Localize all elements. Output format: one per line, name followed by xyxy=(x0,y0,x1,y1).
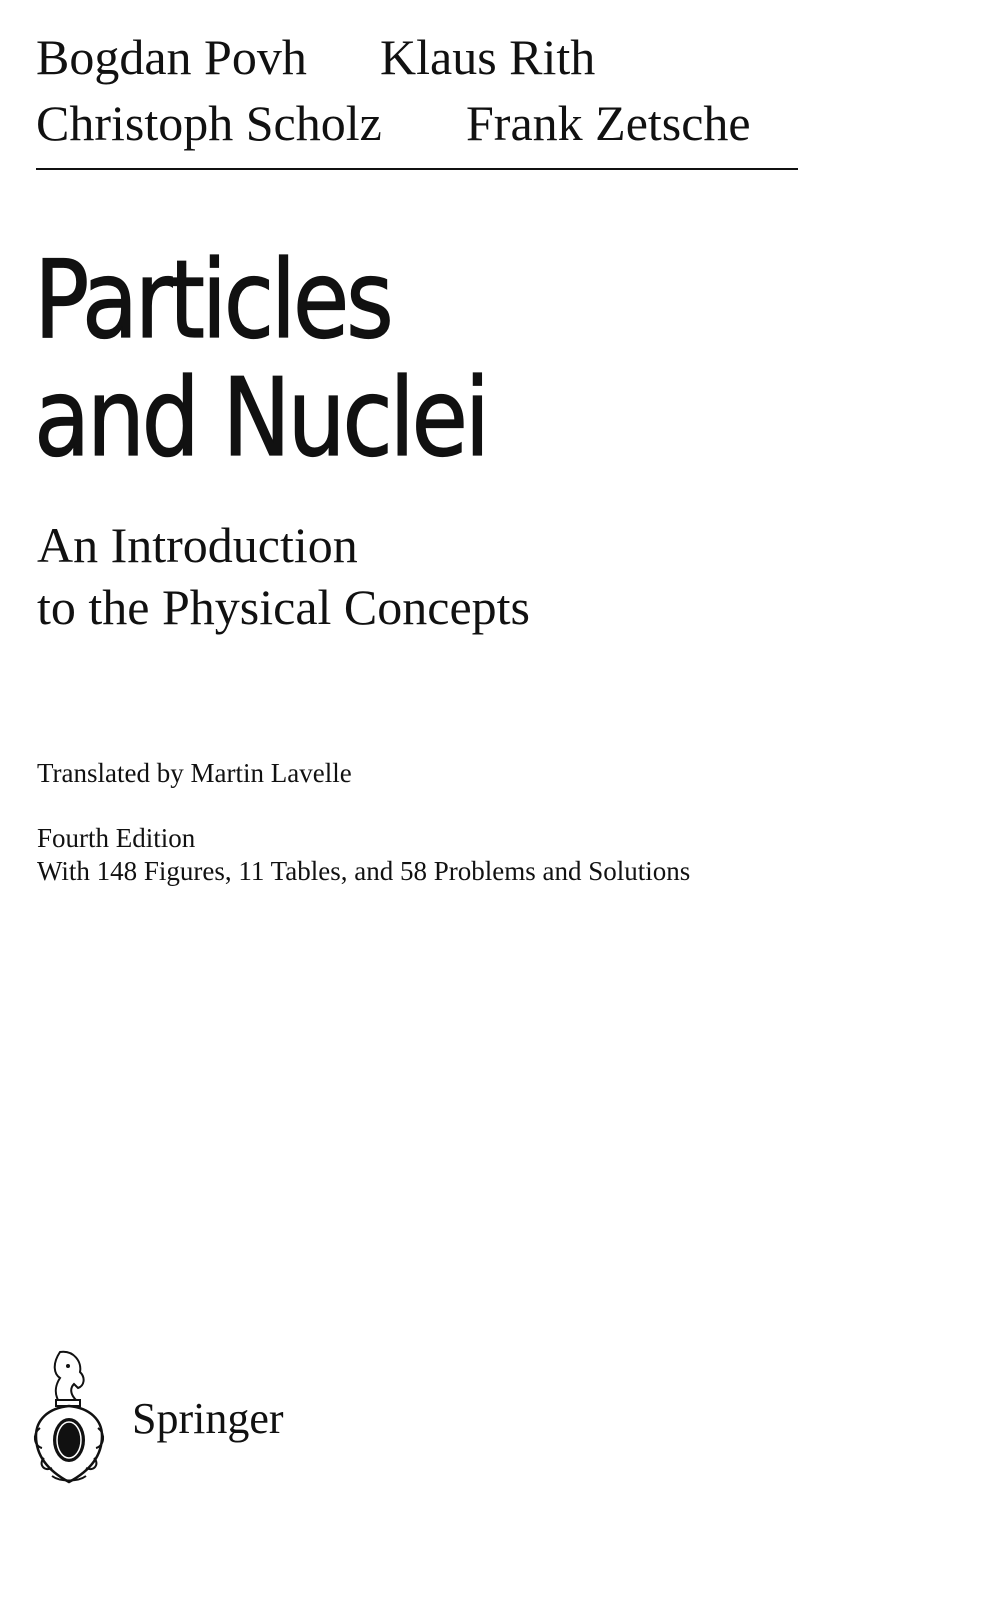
contents-note: With 148 Figures, 11 Tables, and 58 Problems and Solutions xyxy=(37,856,691,886)
title-line-1: Particles xyxy=(34,238,391,363)
author-row-2 xyxy=(36,90,798,156)
author-row-1 xyxy=(36,24,798,90)
title-line-2: and Nuclei xyxy=(34,356,487,481)
springer-knight-icon xyxy=(30,1348,108,1490)
title-divider xyxy=(36,168,798,170)
subtitle-line-2: to the Physical Concepts xyxy=(37,579,530,635)
book-title xyxy=(34,238,487,481)
author-name: Frank Zetsche xyxy=(466,95,751,151)
translator-credit: Translated by Martin Lavelle xyxy=(37,758,352,788)
author-name: Klaus Rith xyxy=(380,29,596,85)
subtitle-line-1: An Introduction xyxy=(37,517,358,573)
publisher-imprint xyxy=(30,1348,284,1490)
author-name: Bogdan Povh xyxy=(36,29,307,85)
edition-label: Fourth Edition xyxy=(37,823,196,853)
book-subtitle xyxy=(37,514,530,638)
publisher-name: Springer xyxy=(132,1394,284,1443)
edition-info xyxy=(37,822,690,888)
author-list xyxy=(36,24,798,156)
author-name: Christoph Scholz xyxy=(36,95,382,151)
